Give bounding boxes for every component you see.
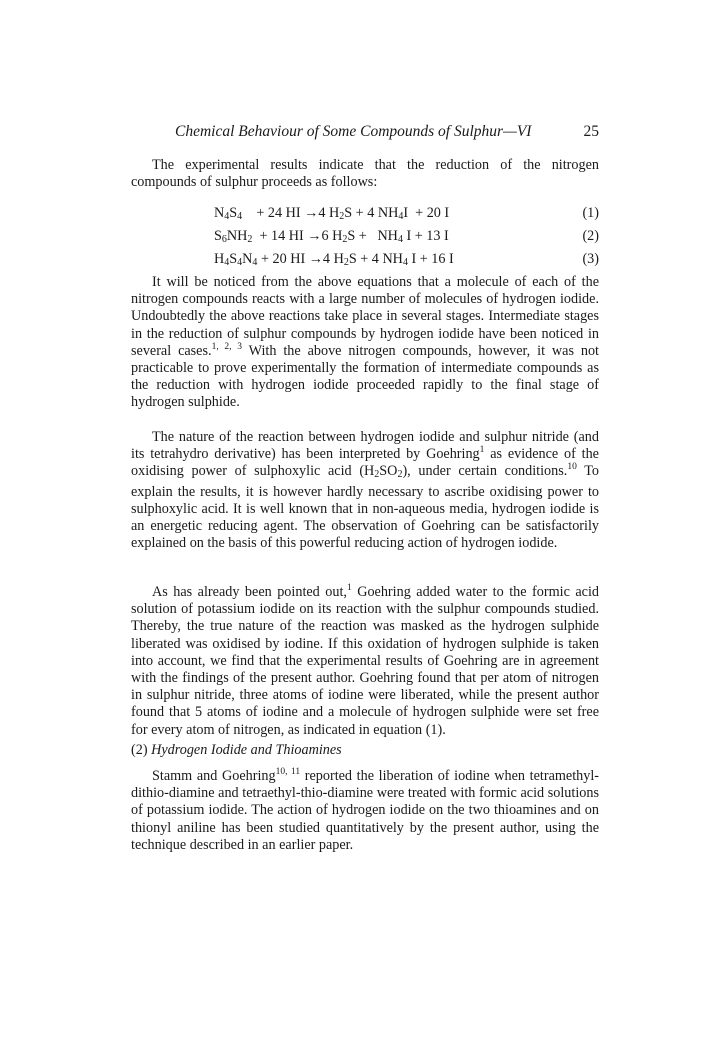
equation-3-formula: $H_4S_4N_4 + 20$ HI →4 $H_2S + 4$ $NH_4$ I + 16 I	[214, 251, 454, 268]
paragraph-3: As has already been pointed out,$^1$ Goehring added water to the formic acid solution of potassium iodide on its reaction with the sulphur compounds studied. Thereby, the true nature of the reaction was masked as the hydrogen sulphide liberated was oxidised by iodine. If this oxidation of hydrogen sulphide is taken into account, we find that the experimental results of Goehring are in agreement with the findings of the present author. Goehring found that per atom of nitrogen in sulphur nitride, three atoms of iodine were liberated, while the present author found that 5 atoms of iodine and a molecule of hydrogen sulphide were set free for every atom of nitrogen, as indicated in equation (1).	[131, 583, 600, 738]
paragraph-1: It will be noticed from the above equations that a molecule of each of the nitrogen compounds reacts with a large number of molecules of hydrogen iodide. Undoubtedly the above reactions take place in several stages. Intermediate stages in the reduction of sulphur compounds by hydrogen iodide have been noticed in several cases.$^{1, 2, 3}$ With the above nitrogen compounds, however, it was not practicable to prove experimentally the formation of intermediate compounds as the reduction with hydrogen iodide proceeded rapidly to the final stage of hydrogen sulphide.	[131, 274, 599, 411]
page-number: 25	[583, 123, 599, 140]
paragraph-4: Stamm and Goehring$^{10, 11}$ reported the liberation of iodine when tetramethyl-dithio-diamine and tetraethyl-thio-diamine were treated with formic acid solutions of potassium iodide. The action of hydrogen iodide on the two thioamines and on thionyl aniline has been studied quantitatively by the present author, using the technique described in an earlier paper.	[131, 767, 599, 853]
equation-2	[131, 228, 599, 246]
section-heading: (2) Hydrogen Iodide and Thioamines	[131, 742, 342, 758]
intro-paragraph: The experimental results indicate that the reduction of the nitrogen compounds of sulphur proceeds as follows:	[131, 157, 599, 191]
citation: 1	[346, 583, 352, 593]
equation-3	[131, 251, 599, 269]
equation-1	[131, 205, 599, 223]
equation-1-formula: $N_4S_4$ + 24 HI →4 $H_2S + 4$ $NH_4I + 20$ I	[214, 205, 450, 222]
citation: 1, 2, 3	[211, 341, 243, 352]
equation-3-number: (3)	[582, 251, 599, 267]
running-title: Chemical Behaviour of Some Compounds of Sulphur—VI	[175, 123, 532, 140]
citation: 10, 11	[275, 767, 301, 777]
citation: 1	[479, 445, 485, 456]
paragraph-2: The nature of the reaction between hydrogen iodide and sulphur nitride (and its tetrahydro derivative) has been interpreted by Goehring$^1$ as evidence of the oxidising power of sulphoxylic acid $(H_2SO_2)$, under certain conditions.$^{10}$ To explain the results, it is however hardly necessary to ascribe oxidising power to sulphoxylic acid. It is well known that in non-aqueous media, hydrogen iodide is an energetic reducing agent. The observation of Goehring can be satisfactorily explained on the basis of this powerful reducing action of hydrogen iodide.	[131, 429, 600, 552]
citation: 10	[567, 462, 577, 473]
equation-2-number: (2)	[582, 228, 599, 244]
equation-2-formula: $S_6NH_2 + 14$ HI →6 $H_2S + NH_4$ I + 13 I	[214, 228, 449, 245]
equation-1-number: (1)	[582, 205, 599, 221]
running-head	[131, 123, 599, 143]
